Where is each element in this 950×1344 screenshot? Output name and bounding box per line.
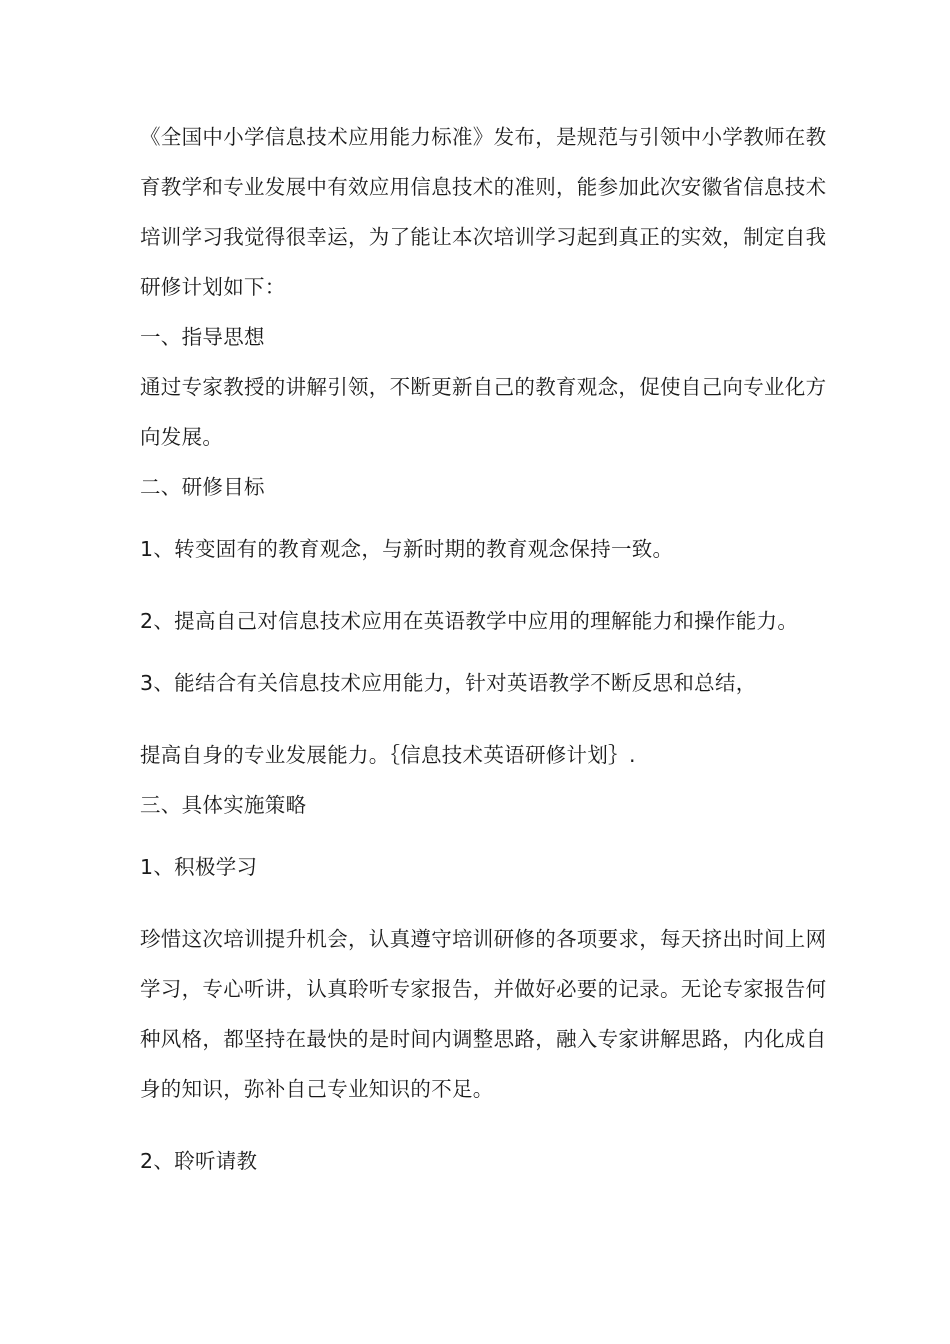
strategy-1-body: 珍惜这次培训提升机会，认真遵守培训研修的各项要求，每天挤出时间上网学习，专心听讲，认真聆听专家报告，并做好必要的记录。无论专家报告何种风格，都坚持在最快的是时间内调整思路，融入专家讲解思路，内化成自身的知识，弥补自己专业知识的不足。 [140,927,827,1101]
section-1-heading: 一、指导思想 [140,325,265,349]
strategy-2-heading: 2、聆听请教 [140,1149,258,1173]
section-3-heading: 三、具体实施策略 [140,793,307,817]
goal-item-1: 1、转变固有的教育观念，与新时期的教育观念保持一致。 [140,537,674,561]
goal-item-2: 2、提高自己对信息技术应用在英语教学中应用的理解能力和操作能力。 [140,609,799,633]
document-body [140,112,830,1186]
strategy-1-heading: 1、积极学习 [140,855,258,879]
goal-item-3-continued: 提高自身的专业发展能力。｛信息技术英语研修计划｝. [140,743,636,767]
section-1-body: 通过专家教授的讲解引领，不断更新自己的教育观念，促使自己向专业化方向发展。 [140,375,827,449]
intro-paragraph: 《全国中小学信息技术应用能力标准》发布，是规范与引领中小学教师在教育教学和专业发展中有效应用信息技术的准则，能参加此次安徽省信息技术培训学习我觉得很幸运，为了能让本次培训学习起到真正的实效，制定自我研修计划如下： [140,125,827,299]
section-2-heading: 二、研修目标 [140,475,265,499]
goal-item-3: 3、能结合有关信息技术应用能力，针对英语教学不断反思和总结， [140,671,757,695]
